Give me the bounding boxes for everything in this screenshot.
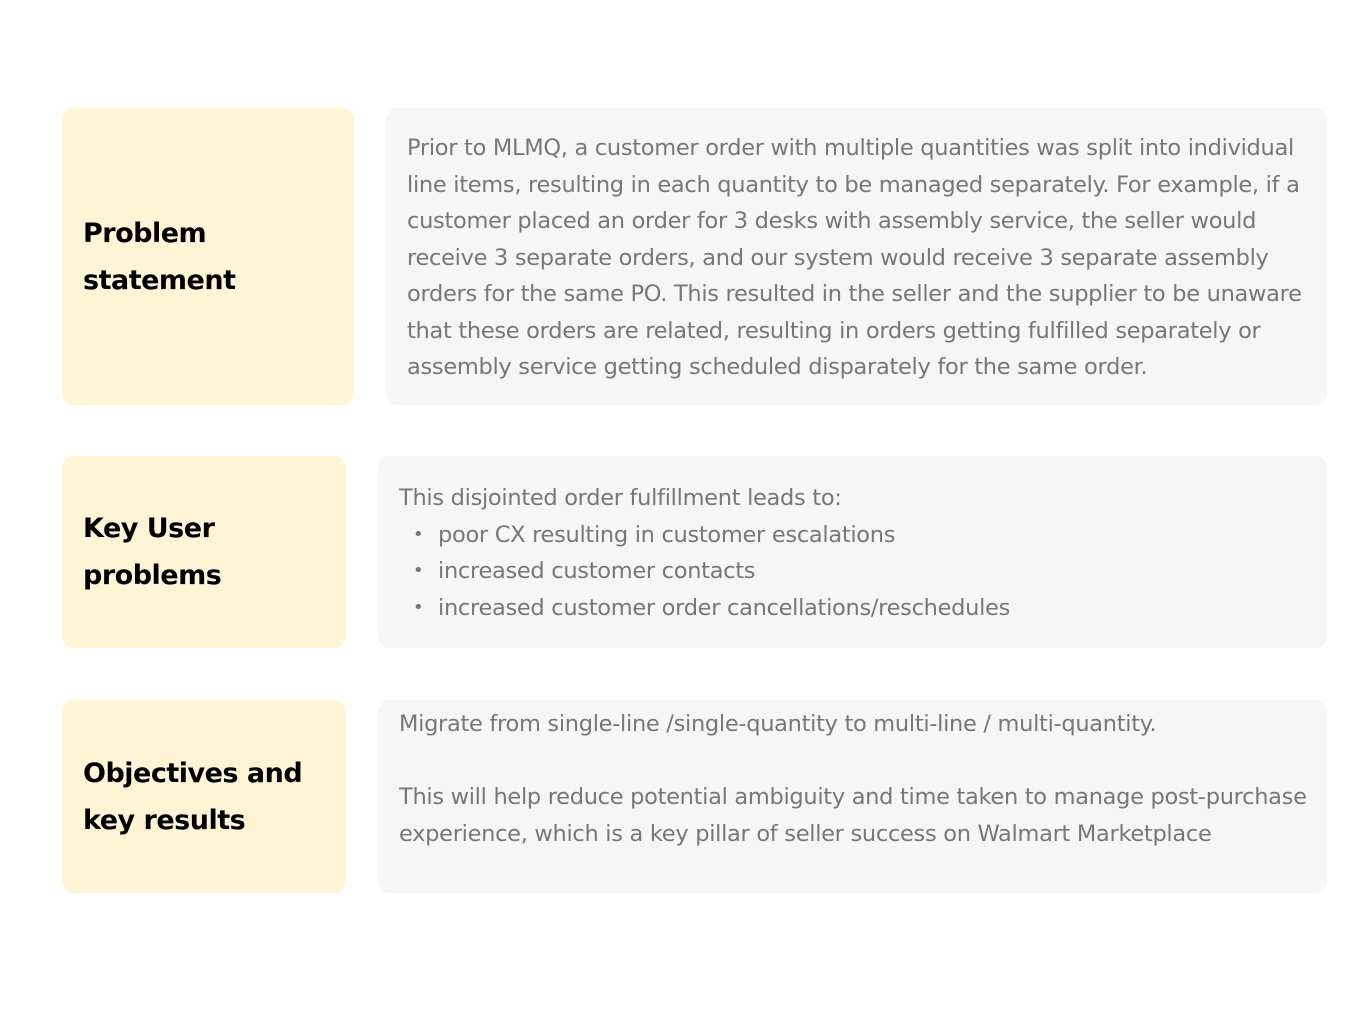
list-item: • increased customer order cancellations/reschedules (399, 590, 1309, 627)
objectives-heading-line2: key results (83, 804, 246, 836)
objectives-heading (83, 750, 302, 844)
problem-statement-label-box (62, 108, 354, 405)
paragraph-spacer (399, 743, 1309, 780)
objectives-heading-line1: Objectives and (83, 757, 303, 789)
problem-statement-content-box (386, 108, 1327, 405)
objectives-paragraph-2: This will help reduce potential ambiguity and time taken to manage post-purchase experience, which is a key pillar of seller success on Walmart Marketplace (399, 784, 1307, 847)
list-item: • increased customer contacts (399, 553, 1309, 590)
objectives-section (62, 700, 1327, 893)
key-user-problems-content-box (378, 456, 1327, 648)
key-user-problems-heading: Key User problems (83, 513, 222, 591)
key-user-problems-list (399, 517, 1309, 627)
list-item: • poor CX resulting in customer escalations (399, 517, 1309, 554)
objectives-content-box (378, 700, 1327, 893)
objectives-label-box (62, 700, 346, 893)
key-user-problems-intro: This disjointed order fulfillment leads to: (399, 485, 842, 511)
problem-statement-section (62, 108, 1327, 405)
problem-statement-heading: Problem statement (83, 217, 236, 296)
key-user-problems-label-box (62, 456, 346, 648)
problem-statement-text: Prior to MLMQ, a customer order with multiple quantities was split into individual line items, resulting in each quantity to be managed separately. For example, if a customer placed an order for 3 desks with assembly service, the seller would receive 3 separate orders, and our system would receive 3 separate assembly orders for the same PO. This resulted in the seller and the supplier to be unaware that these orders are related, resulting in orders getting fulfilled separately or assembly service getting scheduled disparately for the same order. (407, 135, 1302, 380)
key-user-problems-section (62, 456, 1327, 648)
objectives-paragraph-1: Migrate from single-line /single-quantity to multi-line / multi-quantity. (399, 711, 1157, 737)
